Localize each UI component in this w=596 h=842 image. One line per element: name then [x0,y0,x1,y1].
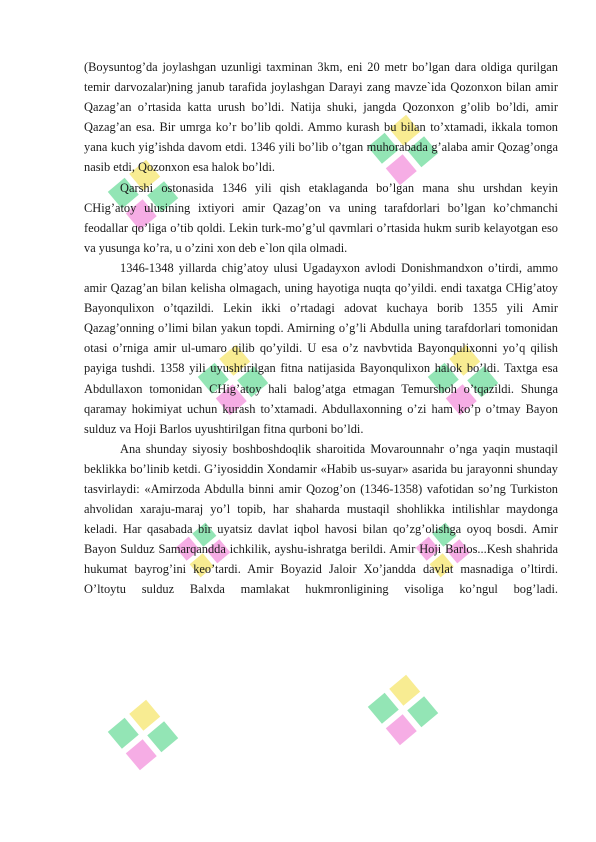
paragraph-2: Qarshi ostonasida 1346 yili qish etaklaganda bo’lgan mana shu urshdan keyin CHig’atoy ulusining ixtiyori amir Qazag’on va uning tarafdorlari bo’lgan ko’chmanchi feodallar qo’liga o’tib qoldi. Lekin turk-mo’g’ul qavmlari o’rtasida hukm surib kelayotgan eso va yusunga ko’ra, u o’zini xon deb e`lon qila olmadi. [84,180,558,255]
paragraph-1: (Boysuntog’da joylashgan uzunligi taxminan 3km, eni 20 metr bo’lgan dara oldiga qurilgan temir darvozalar)ning janub tarafida joylashgan Darayi zang mavze`ida Qozonxon bilan amir Qazag’an o’rtasida katta urush bo’ldi. Natija shuki, jangda Qozonxon g’olib bo’ldi, amir Qazag’an esa. Bir umrga ko’r bo’lib qoldi. Ammo kurash bu bilan to’xtamadi, ikkala tomon yana kuch yig’ishda davom etdi. 1346 yili bo’lib o’tgan muhorabada g’alaba amir Qozag’onga nasib etdi, Qozonxon esa halok bo’ldi. [84,60,558,175]
watermark-logo-icon [98,690,188,780]
document-body [84,57,558,600]
watermark-logo-icon [358,665,448,755]
paragraph-4: Ana shunday siyosiy boshboshdoqlik sharoitida Movarounnahr o’nga yaqin mustaqil beklikka bo’linib ketdi. G’iyosiddin Xondamir «Habib us-suyar» asarida bu jarayonni shunday tasvirlaydi: «Amirzoda Abdulla binni amir Qozog’on (1346-1358) vafotidan so’ng Turkiston ahvolidan xaraju-maraj yo’l topib, har shaharda mustaqil shohlikka intilishlar maydonga keladi. Har qasabada bir uyatsiz davlat iqbol havosi bilan qo’zg’olishga oyoq bosdi. Amir Bayon Sulduz Samarqandda ichkilik, ayshu-ishratga berildi. Amir Hoji Barlos...Kesh shahrida hukumat bayrog’ini keo’tardi. Amir Boyazid Jaloir Xo’jandda davlat masnadiga o’ltirdi. O’ltoytu sulduz Balxda mamlakat hukmronligining visoliga ko’ngul bog’ladi. [84,441,558,597]
paragraph-3: 1346-1348 yillarda chig’atoy ulusi Ugadayxon avlodi Donishmandxon o’tirdi, ammo amir Qazag’an bilan kelisha olmagach, uning hayotiga nuqta qo’yildi. endi taxatga CHig’atoy Bayonqulixon o’tqazildi. Lekin ikki o’rtadagi adovat kuchaya borib 1355 yili Amir Qazag’onning o’limi bilan yakun topdi. Amirning o’g’li Abdulla uning tarafdorlari tomonidan otasi o’rniga amir ul-umaro qilib qo’yildi. U esa o’z navbvtida Bayonqulixonni yo’q qilish payiga tushdi. 1358 yili uyushtirilgan fitna natijasida Bayonqulixon halok bo’ldi. Taxtga esa Abdullaxon tomonidan CHig’atoy hali balog’atga etmagan Temurshoh o’tqazildi. Shunga qaramay hokimiyat uchun kurash to’xtamadi. Abdullaxonning o’zi ham ko’p o’tmay Bayon sulduz va Hoji Barlos uyushtirilgan fitna qurboni bo’ldi. [84,260,558,436]
